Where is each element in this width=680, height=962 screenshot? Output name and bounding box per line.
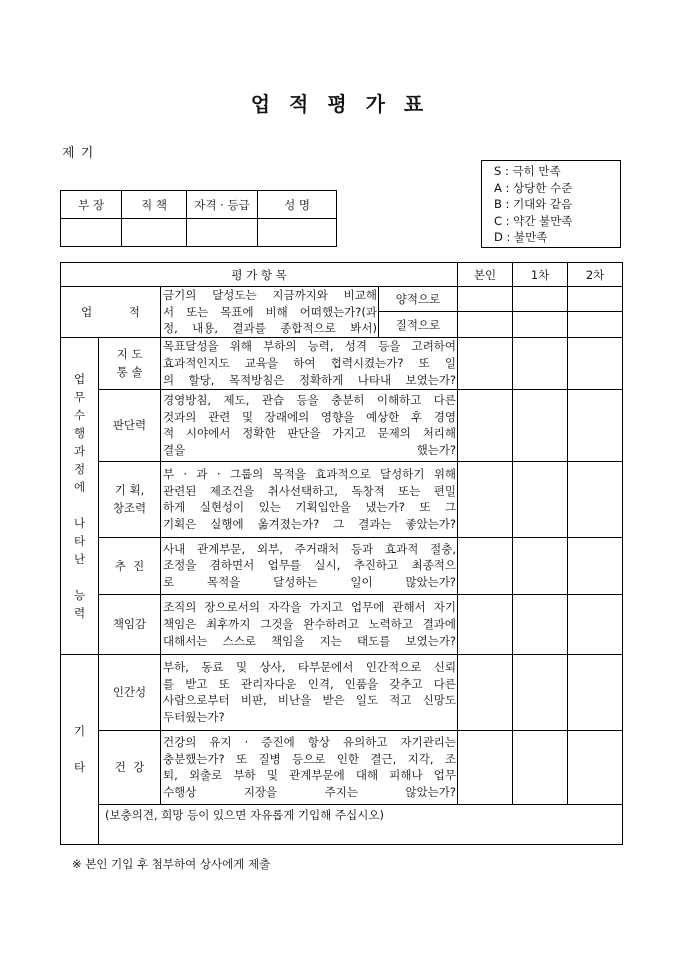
legend-item: S : 극히 만족	[494, 164, 561, 178]
item-judgment: 판단력	[99, 389, 161, 461]
score-cell[interactable]	[513, 654, 568, 730]
position-input[interactable]	[122, 219, 187, 247]
submitter-label: 제 기	[62, 146, 95, 161]
second-reviewer-header: 2차	[568, 263, 623, 287]
question-responsibility: 조직의 장으로서의 자각을 가지고 업무에 관해서 자기 책임은 최후까지 그것을 완수하려고 노력하고 결과에 대해서는 스스로 책임을 지는 태도를 보였는가?	[161, 594, 458, 654]
legend-item: A : 상당한 수준	[494, 180, 573, 195]
dept-input[interactable]	[61, 219, 122, 247]
score-cell[interactable]	[568, 389, 623, 461]
item-leadership: 지 도 통 솔	[99, 337, 161, 389]
score-cell[interactable]	[513, 337, 568, 389]
qualitative-label: 질적으로	[379, 312, 458, 337]
score-cell[interactable]	[513, 594, 568, 654]
question-execution: 사내 관계부문, 외부, 주거래처 등과 효과적 절충, 조정을 겸하면서 업무를 실시, 추진하고 최종적으 로 목적을 달성하는 일이 많았는가?	[161, 537, 458, 594]
position-header: 직 책	[122, 191, 187, 219]
score-cell[interactable]	[458, 337, 513, 389]
score-cell[interactable]	[513, 312, 568, 337]
item-execution: 추 진	[99, 537, 161, 594]
legend-item: D : 불만족	[494, 230, 548, 244]
evaluation-table	[60, 262, 623, 845]
grade-header: 자격 · 등급	[187, 191, 258, 219]
name-header: 성 명	[258, 191, 337, 219]
name-input[interactable]	[258, 219, 337, 247]
rating-legend	[481, 160, 621, 248]
legend-item: B : 기대와 같음	[494, 197, 573, 211]
score-cell[interactable]	[458, 312, 513, 337]
question-health: 건강의 유지 · 증진에 항상 유의하고 자기관리는 충분했는가? 또 질병 등으로 인한 결근, 지각, 조 퇴, 외출로 부하 및 관계부문에 대해 피해나 업무 수행상 지장을 주지는 않았는가?	[161, 730, 458, 804]
score-cell[interactable]	[458, 537, 513, 594]
score-cell[interactable]	[458, 461, 513, 537]
other-label: 기 타	[61, 654, 99, 844]
self-header: 본인	[458, 263, 513, 287]
score-cell[interactable]	[568, 654, 623, 730]
question-leadership: 목표달성을 위해 부하의 능력, 성격 등을 고려하여 효과적인지도 교육을 하여 협력시켰는가? 또 일 의 할당, 목적방침은 정확하게 나타내 보였는가?	[161, 337, 458, 389]
question-planning: 부 · 과 · 그룹의 목적을 효과적으로 달성하기 위해 관련된 제조건을 취사선택하고, 독창적 또는 편밀 하게 실현성이 있는 기획입안을 냈는가? 또 그 기획은 실행에 옮겨졌는가? 그 결과는 좋았는가?	[161, 461, 458, 537]
score-cell[interactable]	[568, 287, 623, 312]
score-cell[interactable]	[458, 287, 513, 312]
info-table	[60, 190, 337, 247]
question-judgment: 경영방침, 제도, 관습 등을 충분히 이해하고 다른 것과의 관련 및 장래에의 영향을 예상한 후 경영 적 시야에서 정확한 판단을 가지고 문제의 처리해 결을 했는가?	[161, 389, 458, 461]
comment-box[interactable]	[99, 804, 623, 844]
score-cell[interactable]	[568, 537, 623, 594]
grade-input[interactable]	[187, 219, 258, 247]
legend-item: C : 약간 불만족	[494, 213, 573, 228]
score-cell[interactable]	[458, 389, 513, 461]
score-cell[interactable]	[513, 287, 568, 312]
process-label: 업 무 수 행 과 정 에 나 타 난 능 력	[61, 337, 99, 654]
score-cell[interactable]	[458, 594, 513, 654]
score-cell[interactable]	[458, 730, 513, 804]
score-cell[interactable]	[513, 537, 568, 594]
comment-prompt: (보충의견, 희망 등이 있으면 자유롭게 기입해 주십시오)	[105, 807, 384, 822]
score-cell[interactable]	[458, 654, 513, 730]
dept-header: 부 장	[61, 191, 122, 219]
achievement-question: 금기의 달성도는 지금까지와 비교해 서 또는 목표에 비해 어떠했는가?(과 정, 내용, 결과를 종합적으로 봐서)	[161, 287, 379, 338]
question-character: 부하, 동료 및 상사, 타부문에서 인간적으로 신뢰 를 받고 또 관리자다운 인격, 인품을 갖추고 다른 사람으로부터 비판, 비난을 받은 일도 적고 신망도 두터웠는가?	[161, 654, 458, 730]
item-planning: 기 획, 창조력	[99, 461, 161, 537]
score-cell[interactable]	[568, 594, 623, 654]
score-cell[interactable]	[568, 337, 623, 389]
achievement-label: 업 적	[61, 287, 161, 338]
score-cell[interactable]	[513, 461, 568, 537]
item-health: 건 강	[99, 730, 161, 804]
score-cell[interactable]	[568, 312, 623, 337]
footnote: ※ 본인 기입 후 첨부하여 상사에게 제출	[72, 857, 271, 871]
score-cell[interactable]	[568, 461, 623, 537]
score-cell[interactable]	[568, 730, 623, 804]
quantitative-label: 양적으로	[379, 287, 458, 312]
score-cell[interactable]	[513, 730, 568, 804]
items-header: 평 가 항 목	[61, 263, 458, 287]
first-reviewer-header: 1차	[513, 263, 568, 287]
page-title: 업 적 평 가 표	[250, 92, 430, 116]
item-responsibility: 책임감	[99, 594, 161, 654]
item-character: 인간성	[99, 654, 161, 730]
score-cell[interactable]	[513, 389, 568, 461]
